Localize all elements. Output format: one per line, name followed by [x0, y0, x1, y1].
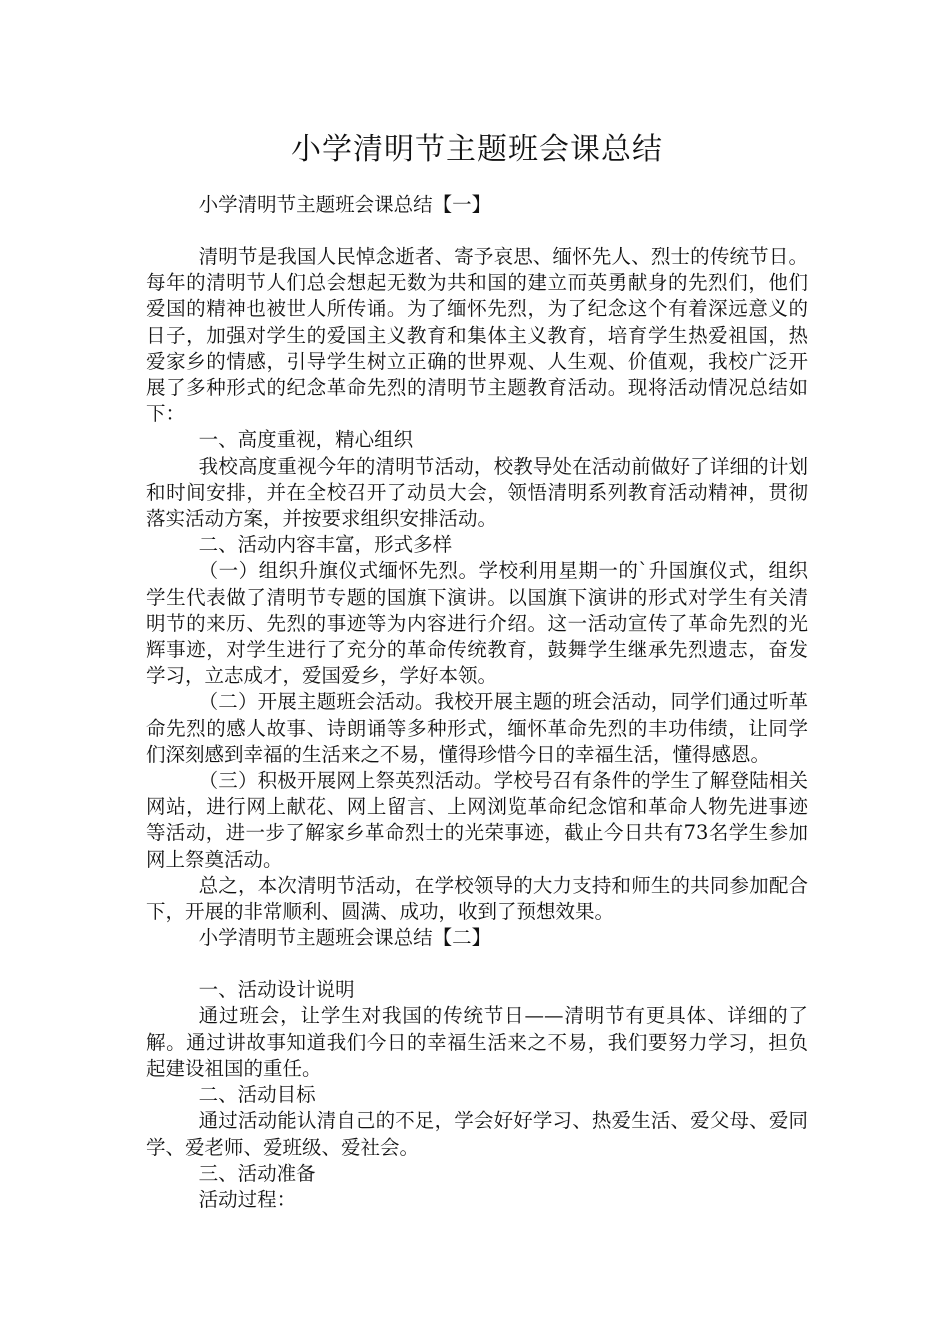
section-2-heading: 小学清明节主题班会课总结【二】 — [198, 926, 492, 950]
document-page — [146, 128, 808, 1213]
paragraph-online-memorial: （三）积极开展网上祭英烈活动。学校号召有条件的学生了解登陆相关网站，进行网上献花、网上留言、上网浏览革命纪念馆和革命人物先进事迹等活动，进一步了解家乡革命烈士的光荣事迹，截止今日共有73名学生参加网上祭奠活动。 — [146, 769, 808, 871]
paragraph-planning: 我校高度重视今年的清明节活动，校教导处在活动前做好了详细的计划和时间安排，并在全校召开了动员大会，领悟清明系列教育活动精神，贯彻落实活动方案，并按要求组织安排活动。 — [146, 454, 808, 531]
heading-preparation: 三、活动准备 — [198, 1161, 316, 1185]
section-1-heading: 小学清明节主题班会课总结【一】 — [198, 193, 492, 216]
paragraph-class-meeting: （二）开展主题班会活动。我校开展主题的班会活动，同学们通过听革命先烈的感人故事、诗朗诵等多种形式，缅怀革命先烈的丰功伟绩，让同学们深刻感到幸福的生活来之不易，懂得珍惜今日的幸福生活，懂得感恩。 — [146, 690, 808, 766]
blank-line — [146, 218, 808, 244]
heading-design-notes: 一、活动设计说明 — [198, 978, 355, 1002]
heading-high-priority: 一、高度重视，精心组织 — [198, 428, 414, 452]
paragraph-design-notes: 通过班会，让学生对我国的传统节日——清明节有更具体、详细的了解。通过讲故事知道我们今日的幸福生活来之不易，我们要努力学习，担负起建设祖国的重任。 — [146, 1004, 808, 1080]
intro-paragraph: 清明节是我国人民悼念逝者、寄予哀思、缅怀先人、烈士的传统节日。每年的清明节人们总会想起无数为共和国的建立而英勇献身的先烈们，他们爱国的精神也被世人所传诵。为了缅怀先烈，为了纪念这个有着深远意义的日子，加强对学生的爱国主义教育和集体主义教育，培育学生热爱祖国，热爱家乡的情感，引导学生树立正确的世界观、人生观、价值观，我校广泛开展了多种形式的纪念革命先烈的清明节主题教育活动。现将活动情况总结如下： — [146, 245, 808, 426]
heading-process: 活动过程： — [198, 1187, 297, 1211]
paragraph-flag-ceremony: （一）组织升旗仪式缅怀先烈。学校利用星期一的`升国旗仪式，组织学生代表做了清明节专题的国旗下演讲。以国旗下演讲的形式对学生有关清明节的来历、先烈的事迹等为内容进行介绍。这一活动宣传了革命先烈的光辉事迹，对学生进行了充分的革命传统教育，鼓舞学生继承先烈遗志，奋发学习，立志成才，爱国爱乡，学好本领。 — [146, 559, 808, 688]
document-title: 小学清明节主题班会课总结 — [291, 132, 663, 167]
paragraph-goals: 通过活动能认清自己的不足，学会好好学习、热爱生活、爱父母、爱同学、爱老师、爱班级、爱社会。 — [146, 1109, 808, 1159]
heading-goals: 二、活动目标 — [198, 1083, 316, 1107]
heading-rich-activities: 二、活动内容丰富，形式多样 — [198, 533, 453, 557]
blank-line — [146, 951, 808, 977]
paragraph-summary: 总之，本次清明节活动，在学校领导的大力支持和师生的共同参加配合下，开展的非常顺利、圆满、成功，收到了预想效果。 — [146, 873, 808, 924]
